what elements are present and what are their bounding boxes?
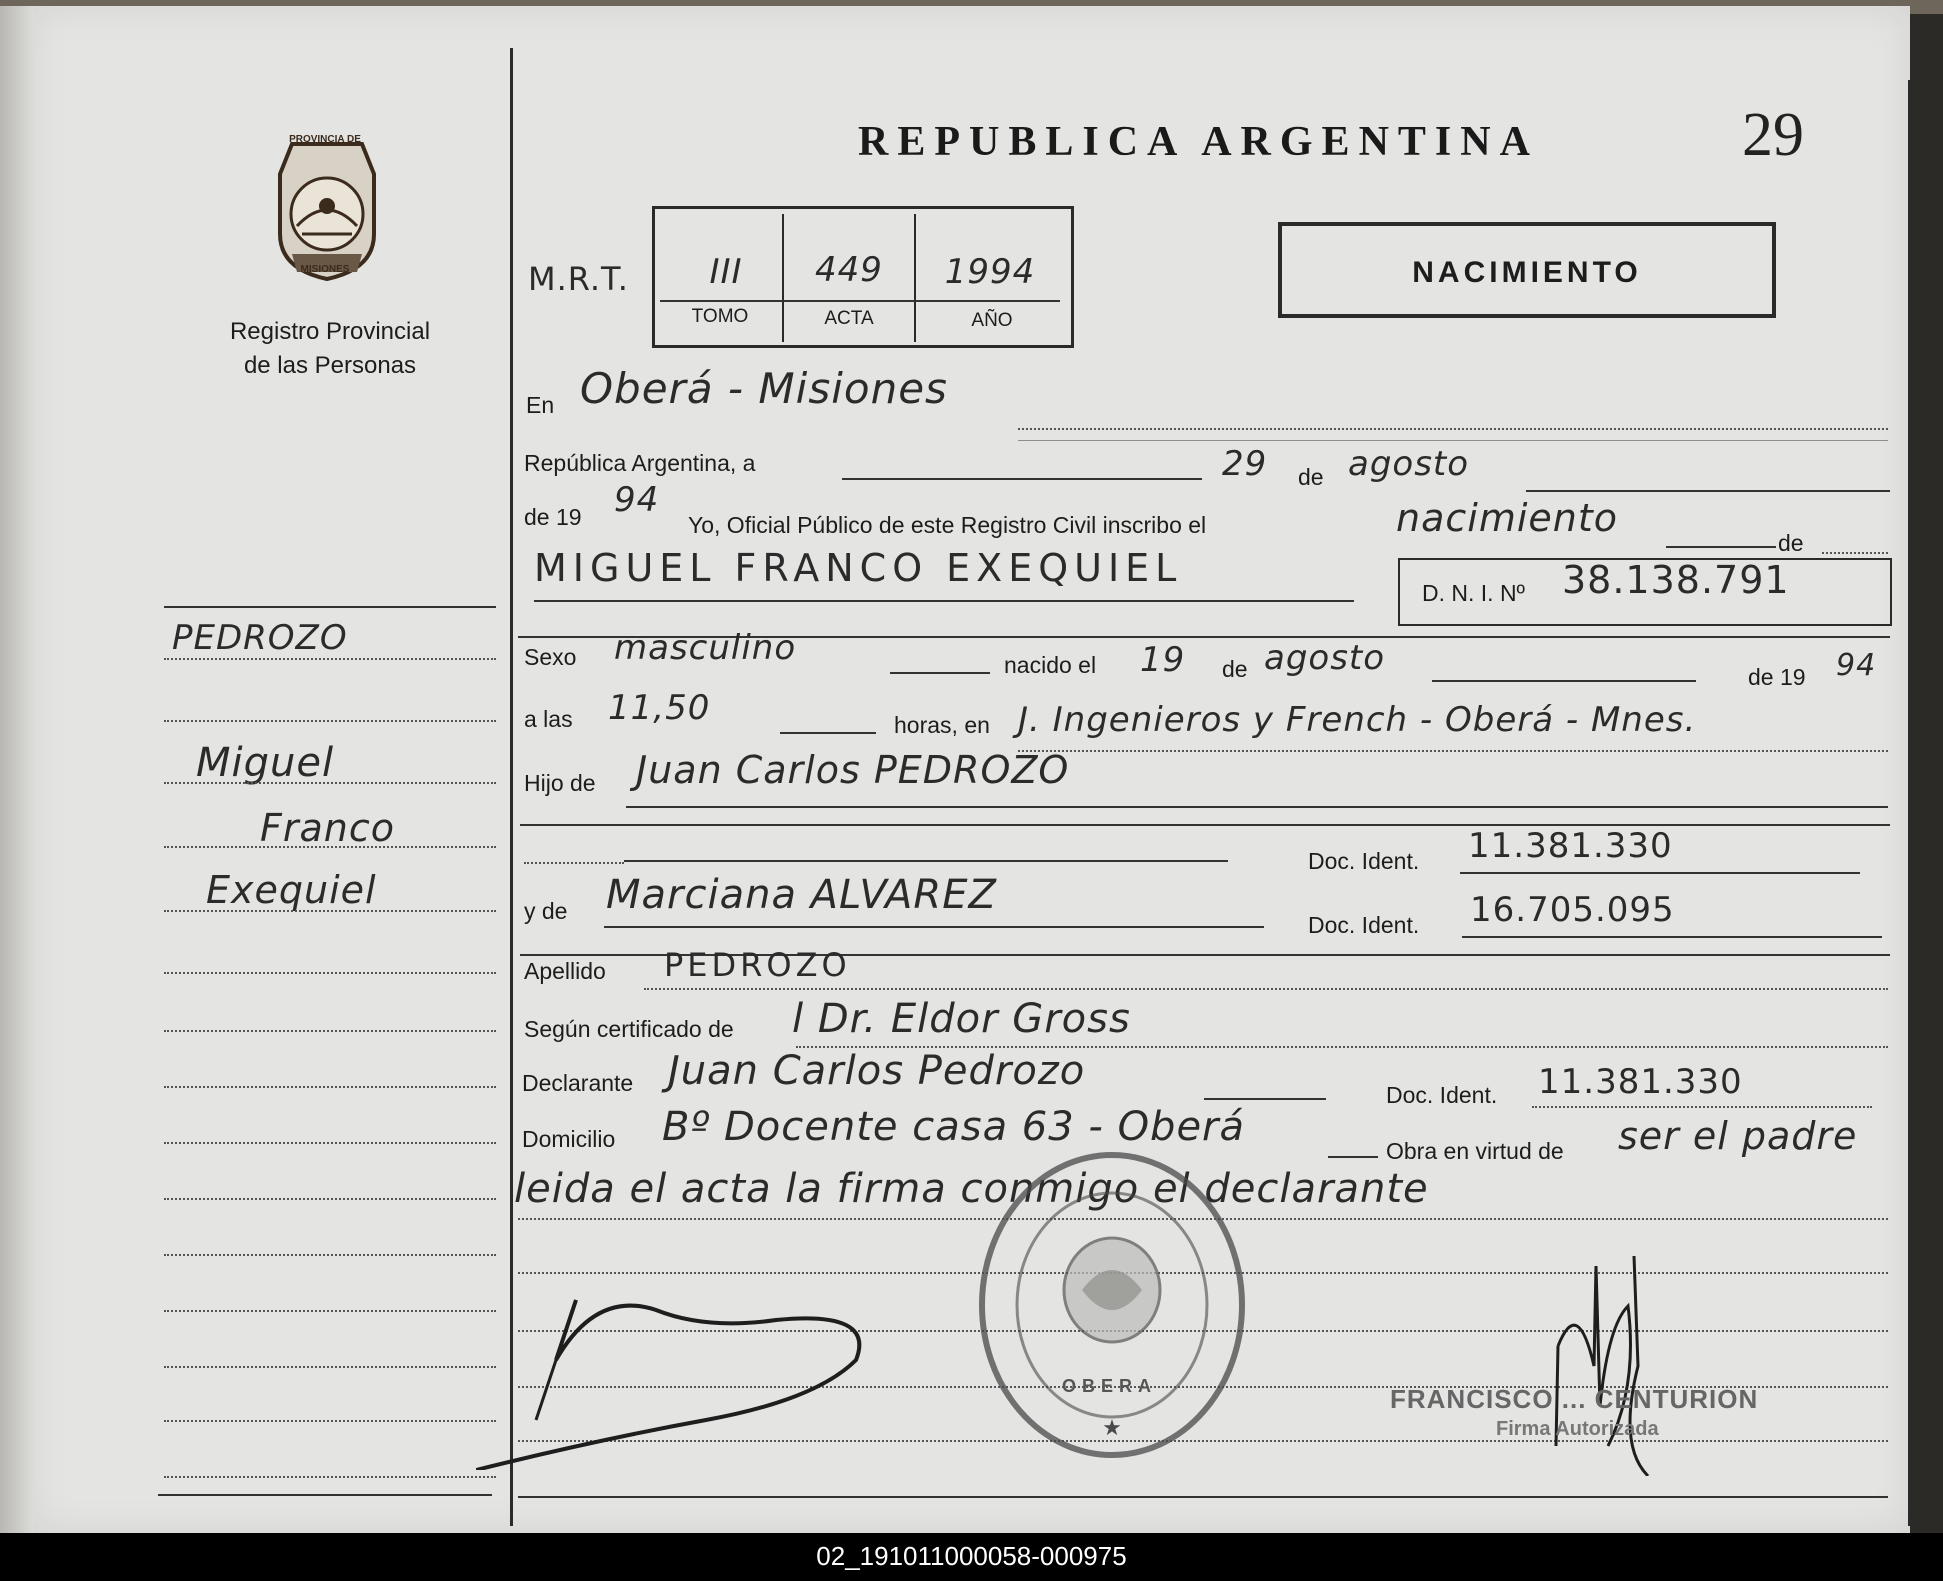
- form-line: [604, 926, 1264, 928]
- sidebar-line: [164, 782, 496, 784]
- inscribo-value: nacimiento: [1396, 496, 1619, 540]
- segun-label: Según certificado de: [524, 1016, 734, 1042]
- child-name: MIGUEL FRANCO EXEQUIEL: [534, 546, 1183, 590]
- birth-year: 94: [1836, 648, 1877, 683]
- form-line: [1018, 440, 1888, 441]
- mother-doc: 16.705.095: [1470, 890, 1675, 930]
- province-seal-icon: [262, 134, 392, 284]
- birth-year-prefix: de 19: [1748, 664, 1806, 690]
- acta-value: 449: [815, 250, 883, 290]
- birth-day: 19: [1140, 640, 1186, 680]
- segun-value: l Dr. Eldor Gross: [792, 996, 1131, 1042]
- de-label: de: [1298, 464, 1324, 490]
- registry-name-line2: de las Personas: [243, 352, 417, 379]
- ano-label: AÑO: [971, 310, 1013, 331]
- sidebar-line: [164, 1142, 496, 1144]
- form-line: [1018, 750, 1888, 752]
- registry-name-line1: Registro Provincial: [229, 318, 431, 345]
- mrt-prefix: M.R.T.: [528, 260, 629, 298]
- binding-edge: [0, 6, 34, 1533]
- tomo-value: III: [709, 252, 743, 292]
- country-title: REPUBLICA ARGENTINA: [858, 119, 1539, 165]
- sexo-label: Sexo: [524, 644, 577, 670]
- horas-label: horas, en: [894, 712, 990, 738]
- sidebar-name2: Franco: [260, 806, 395, 850]
- hijo-label: Hijo de: [524, 770, 596, 796]
- right-border: [1908, 80, 1911, 1526]
- father-value: Juan Carlos PEDROZO: [636, 748, 1070, 792]
- place-value: J. Ingenieros y French - Oberá - Mnes.: [1018, 700, 1697, 740]
- day-value: 29: [1222, 444, 1268, 484]
- domicilio-label: Domicilio: [522, 1126, 616, 1152]
- form-line: [624, 860, 1228, 862]
- reference-divider: [782, 214, 784, 342]
- nacido-label: nacido el: [1004, 652, 1097, 678]
- declarant-signature-icon: [476, 1270, 896, 1470]
- acta-label: ACTA: [824, 308, 874, 329]
- en-value: Oberá - Misiones: [580, 364, 948, 413]
- form-line: [626, 806, 1888, 808]
- officer-name-stamp: FRANCISCO ... CENTURION: [1390, 1384, 1759, 1414]
- year-prefix: de 19: [524, 504, 582, 530]
- seal-bottom-text: OBERA: [1062, 1376, 1158, 1396]
- obra-value: ser el padre: [1618, 1114, 1858, 1158]
- form-line: [1822, 552, 1888, 554]
- form-line: [842, 478, 1202, 480]
- sidebar-line: [164, 658, 496, 660]
- reference-divider: [914, 214, 916, 342]
- sidebar-line: [164, 972, 496, 974]
- en-label: En: [526, 392, 555, 418]
- yde-label: y de: [524, 898, 568, 924]
- ano-value: 1994: [944, 252, 1036, 292]
- record-type: NACIMIENTO: [1412, 256, 1642, 289]
- dni-value: 38.138.791: [1562, 558, 1790, 602]
- sidebar-line: [164, 720, 496, 722]
- sexo-value: masculino: [614, 628, 797, 668]
- sidebar-surname: PEDROZO: [172, 618, 348, 658]
- form-line: [1018, 428, 1888, 430]
- form-line: [1204, 1098, 1326, 1100]
- form-line: [1666, 546, 1776, 548]
- birth-de: de: [1222, 656, 1248, 682]
- sidebar-top-rule: [164, 606, 496, 608]
- form-line: [1532, 1106, 1872, 1108]
- declarante-label: Declarante: [522, 1070, 634, 1096]
- officer-signature-icon: [1538, 1246, 1668, 1476]
- dni-label: D. N. I. Nº: [1422, 580, 1525, 606]
- year-value: 94: [614, 480, 660, 520]
- sidebar-line: [164, 1366, 496, 1368]
- form-line: [524, 862, 624, 864]
- sidebar-line: [164, 910, 496, 912]
- form-line: [780, 732, 876, 734]
- closing-line: leida el acta la firma conmigo el declarante: [514, 1166, 1429, 1212]
- page-number: 29: [1742, 101, 1804, 169]
- alas-label: a las: [524, 706, 573, 732]
- sidebar-line: [164, 1198, 496, 1200]
- obra-label: Obra en virtud de: [1386, 1138, 1564, 1164]
- month-value: agosto: [1348, 444, 1470, 484]
- doc-ident-label: Doc. Ident.: [1308, 912, 1420, 938]
- svg-text:★: ★: [1102, 1416, 1122, 1441]
- doc-ident-label2: Doc. Ident.: [1386, 1082, 1498, 1108]
- form-line: [1462, 936, 1882, 938]
- sidebar-line: [164, 1030, 496, 1032]
- sidebar-bottom-rule: [158, 1494, 492, 1496]
- form-line: [534, 600, 1354, 602]
- sidebar-line: [164, 1310, 496, 1312]
- officer-title-stamp: Firma Autorizada: [1496, 1418, 1659, 1440]
- image-caption: 02_191011000058-000975: [0, 1533, 1943, 1581]
- republica-label: República Argentina, a: [524, 450, 756, 476]
- form-line: [1526, 490, 1890, 492]
- form-line: [1328, 1156, 1378, 1158]
- sidebar-name3: Exequiel: [206, 868, 377, 912]
- form-line: [1460, 872, 1860, 874]
- declarante-doc: 11.381.330: [1538, 1062, 1743, 1102]
- mother-value: Marciana ALVAREZ: [606, 872, 997, 918]
- sidebar-line: [164, 1476, 496, 1478]
- birth-month: agosto: [1264, 638, 1386, 678]
- hour-value: 11,50: [608, 688, 711, 728]
- form-line: [644, 988, 1888, 990]
- sidebar-name1: Miguel: [196, 740, 335, 786]
- sidebar-line: [164, 846, 496, 848]
- doc-ident-label: Doc. Ident.: [1308, 848, 1420, 874]
- apellido-label: Apellido: [524, 958, 606, 984]
- sidebar-line: [164, 1420, 496, 1422]
- form-line: [518, 1496, 1888, 1498]
- domicilio-value: Bº Docente casa 63 - Oberá: [662, 1104, 1246, 1150]
- form-line: [1432, 680, 1696, 682]
- sidebar-line: [164, 1086, 496, 1088]
- yo-text: Yo, Oficial Público de este Registro Civil inscribo el: [688, 512, 1207, 538]
- sidebar-line: [164, 1254, 496, 1256]
- declarante-value: Juan Carlos Pedrozo: [668, 1048, 1086, 1094]
- form-rule: [520, 824, 1890, 826]
- apellido-value: PEDROZO: [664, 946, 851, 984]
- de-label2: de: [1778, 530, 1804, 556]
- reference-underline: [660, 300, 1060, 302]
- seal-text-bottom: MISIONES: [300, 264, 350, 275]
- seal-text-top: PROVINCIA DE: [289, 134, 361, 145]
- tomo-label: TOMO: [691, 306, 749, 327]
- form-line: [890, 672, 990, 674]
- father-doc: 11.381.330: [1468, 826, 1673, 866]
- official-seal-icon: [972, 1140, 1252, 1470]
